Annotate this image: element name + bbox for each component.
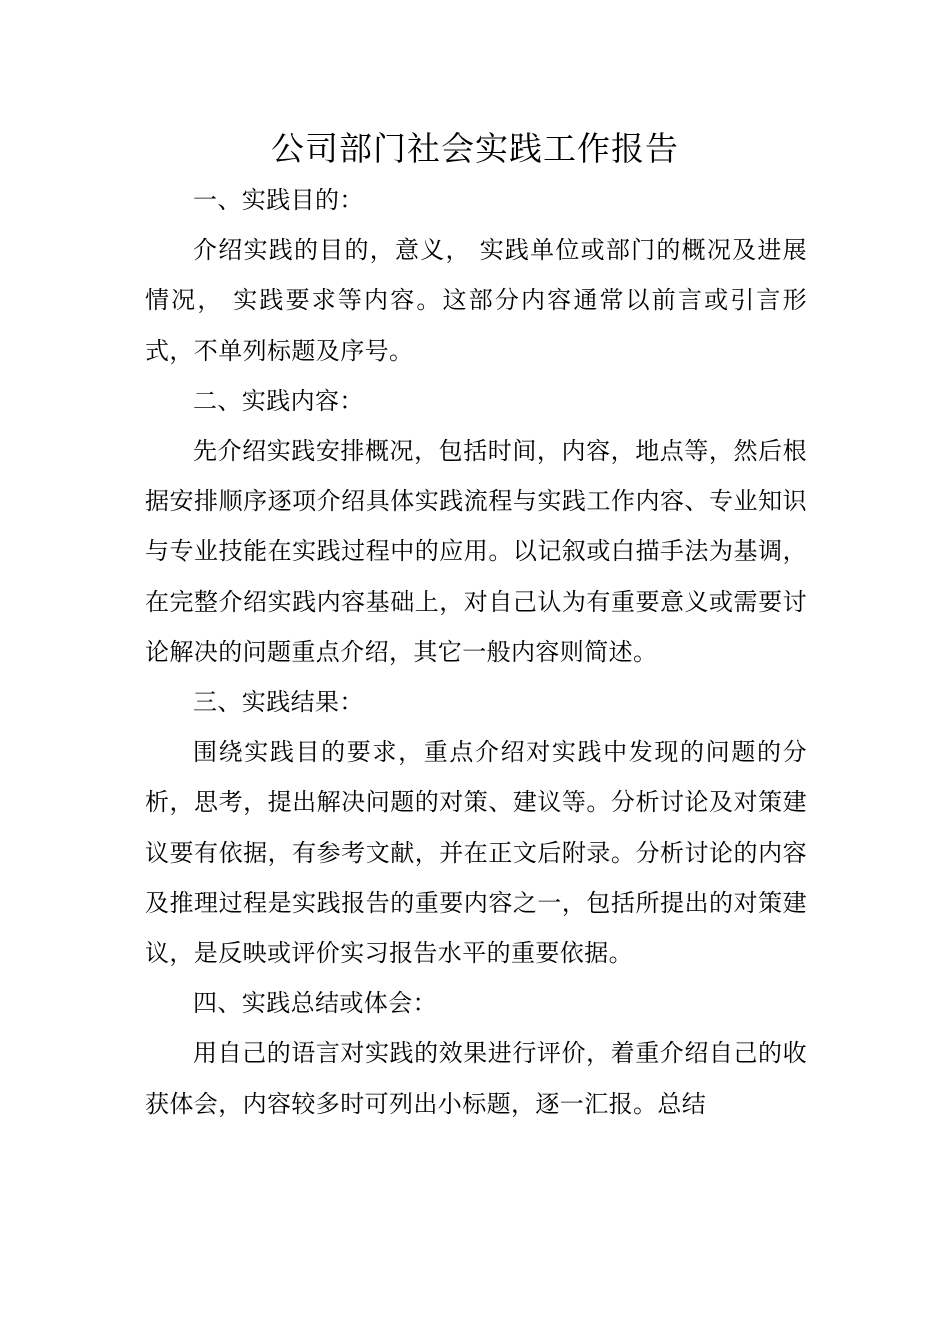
section-paragraph-summary: 用自己的语言对实践的效果进行评价，着重介绍自己的收获体会，内容较多时可列出小标题，逐一汇报。总结 xyxy=(145,1039,807,1118)
section-paragraph-results: 围绕实践目的要求，重点介绍对实践中发现的问题的分析，思考，提出解决问题的对策、建议等。分析讨论及对策建议要有依据，有参考文献，并在正文后附录。分析讨论的内容及推理过程是实践报告的重要内容之一，包括所提出的对策建议，是反映或评价实习报告水平的重要依据。 xyxy=(145,738,807,968)
section-heading-content: 二、实践内容： xyxy=(193,386,364,415)
document-title: 公司部门社会实践工作报告 xyxy=(271,129,679,168)
section-paragraph-content: 先介绍实践安排概况，包括时间，内容，地点等，然后根据安排顺序逐项介绍具体实践流程与实践工作内容、专业知识与专业技能在实践过程中的应用。以记叙或白描手法为基调，在完整介绍实践内容基础上，对自己认为有重要意义或需要讨论解决的问题重点介绍，其它一般内容则简述。 xyxy=(145,437,807,666)
section-heading-results: 三、实践结果： xyxy=(193,688,364,717)
section-heading-summary: 四、实践总结或体会： xyxy=(193,989,437,1018)
section-paragraph-purpose: 介绍实践的目的，意义， 实践单位或部门的概况及进展情况， 实践要求等内容。这部分内容通常以前言或引言形式，不单列标题及序号。 xyxy=(145,236,807,365)
section-heading-purpose: 一、实践目的： xyxy=(193,186,364,214)
document-body xyxy=(145,175,807,1129)
